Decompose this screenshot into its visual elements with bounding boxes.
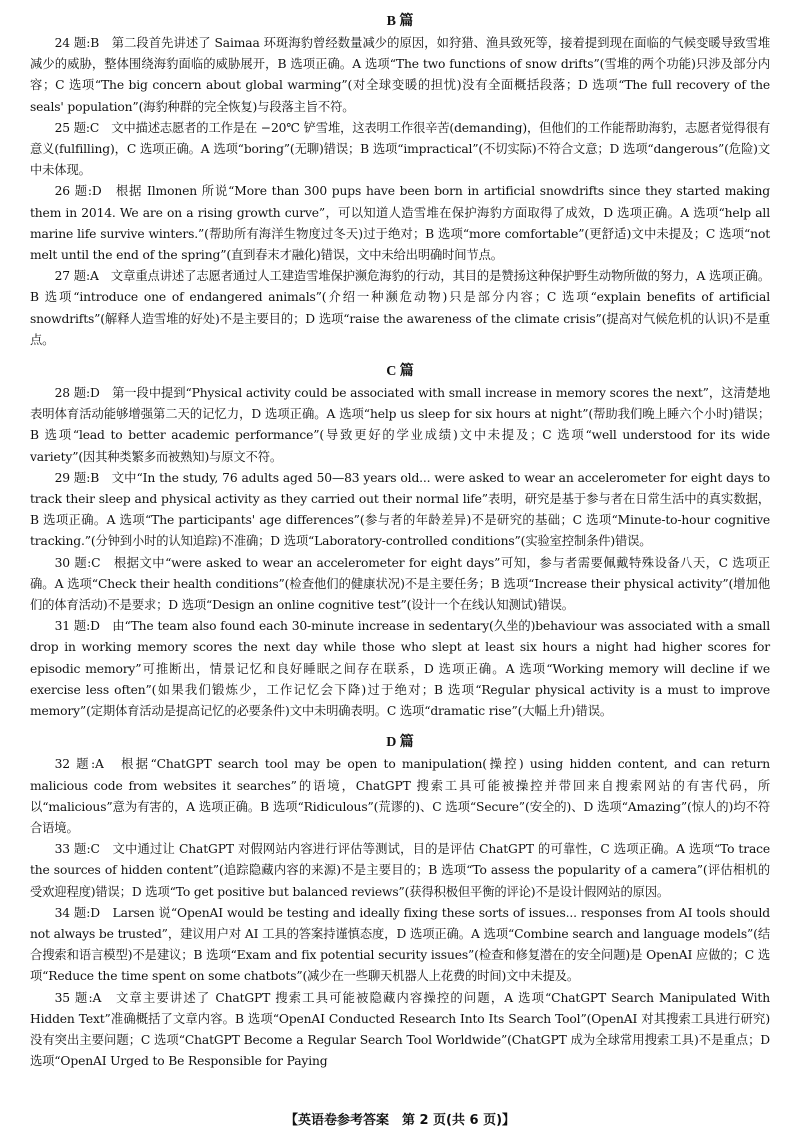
answer-28: 28 题:D 第一段中提到“Physical activity could be associated with small increase in memory scores the next”，这清楚地表明体育活动能够增强第二天的记忆力，D 选项正确。A 选项“help us sleep for six hours at night”(帮助我们晚上睡六个小时)错误；B 选项“lead to better academic performance”(导致更好的学业成绩)文中未提及；C 选项“well understood for its wide variety”(因其种类繁多而被熟知)与原文不符。 [30,386,770,464]
section-d [30,731,770,1072]
answer-32: 32 题:A 根据“ChatGPT search tool may be open to manipulation(操控) using hidden content, and can return malicious code from websites it searches”的语境，ChatGPT 搜索工具可能被操控并带回来自搜索网站的有害代码，所以“malicious”意为有害的，A 选项正确。B 选项“Ridiculous”(荒谬的)、C 选项“Secure”(安全的)、D 选项“Amazing”(惊人的)均不符合语境。 [30,757,770,835]
answer-34: 34 题:D Larsen 说“OpenAI would be testing and ideally fixing these sorts of issues... responses from AI tools should not always be trusted”，建议用户对 AI 工具的答案持谨慎态度，D 选项正确。A 选项“Combine search and language models”(结合搜索和语言模型)不是建议；B 选项“Exam and fix potential security issues”(检查和修复潜在的安全问题)是 OpenAI 应做的；C 选项“Reduce the time spent on some chatbots”(减少在一些聊天机器人上花费的时间)文中未提及。 [30,905,770,984]
section-title: D 篇 [386,735,414,751]
page-footer: 【英语卷参考答案 第 2 页(共 6 页)】 [284,1113,516,1128]
answer-33: 33 题:C 文中通过让 ChatGPT 对假网站内容进行评估等测试，目的是评估 ChatGPT 的可靠性，C 选项正确。A 选项“To trace the sources of hidden content”(追踪隐藏内容的来源)不是主要目的；B 选项“To assess the popularity of a camera”(评估相机的受欢迎程度)错误；D 选项“To get positive but balanced reviews”(获得积极但平衡的评论)不是设计假网站的原因。 [30,842,770,899]
section-b [30,10,770,351]
section-c [30,360,770,722]
section-title: B 篇 [386,14,414,29]
answer-29: 29 题:B 文中“In the study, 76 adults aged 50—83 years old... were asked to wear an accelerometer for eight days to track their sleep and physical activity as they carried out their normal life”表明，研究是基于参与者在日常生活中的真实数据，B 选项正确。A 选项“The participants' age differences”(参与者的年龄差异)不是研究的基础；C 选项“Minute-to-hour cognitive tracking.”(分钟到小时的认知追踪)不准确；D 选项“Laboratory-controlled conditions”(实验室控制条件)错误。 [30,470,770,549]
answer-26: 26 题:D 根据 Ilmonen 所说“More than 300 pups have been born in artificial snowdrifts since they started making them in 2014. We are on a rising growth curve”，可以知道人造雪堆在保护海豹方面取得了成效，D 选项正确。A 选项“help all marine life survive winters.”(帮助所有海洋生物度过冬天)过于绝对；B 选项“more comfortable”(更舒适)文中未提及；C 选项“not melt until the end of the spring”(直到春末才融化)错误，文中未给出明确时间节点。 [30,184,770,263]
answer-35: 35 题:A 文章主要讲述了 ChatGPT 搜索工具可能被隐藏内容操控的问题，A 选项“ChatGPT Search Manipulated With Hidden Text”准确概括了文章内容。B 选项“OpenAI Conducted Research Into Its Search Tool”(OpenAI 对其搜索工具进行研究)没有突出主要问题；C 选项“ChatGPT Become a Regular Search Tool Worldwide”(ChatGPT 成为全球常用搜索工具)不是重点；D 选项“OpenAI Urged to Be Responsible for Paying [30,990,770,1069]
answer-page [30,8,770,1136]
answer-25: 25 题:C 文中描述志愿者的工作是在 −20℃ 铲雪堆，这表明工作很辛苦(demanding)，但他们的工作能帮助海豹，志愿者觉得很有意义(fulfilling)，C 选项正确。A 选项“boring”(无聊)错误；B 选项“impractical”(不切实际)不符合文意；D 选项“dangerous”(危险)文中未体现。 [30,120,770,178]
answer-31: 31 题:D 由“The team also found each 30-minute increase in sedentary(久坐的)behaviour was associated with a small drop in working memory scores the next day while those who slept at least six hours a night had higher scores for episodic memory”可推断出，情景记忆和良好睡眠之间存在联系，D 选项正确。A 选项“Working memory will decline if we exercise less often”(如果我们锻炼少，工作记忆会下降)过于绝对；B 选项“Regular physical activity is a must to improve memory”(定期体育活动是提高记忆的必要条件)文中未明确表明。C 选项“dramatic rise”(大幅上升)错误。 [30,619,770,719]
answer-27: 27 题:A 文章重点讲述了志愿者通过人工建造雪堆保护濒危海豹的行动，其目的是赞扬这种保护野生动物所做的努力，A 选项正确。B 选项“introduce one of endangered animals”(介绍一种濒危动物)只是部分内容；C 选项“explain benefits of artificial snowdrifts”(解释人造雪堆的好处)不是主要目的；D 选项“raise the awareness of the climate crisis”(提高对气候危机的认识)不是重点。 [30,269,770,347]
section-title: C 篇 [386,364,414,380]
answer-24: 24 题:B 第二段首先讲述了 Saimaa 环斑海豹曾经数量减少的原因，如狩猎、渔具致死等，接着提到现在面临的气候变暖导致雪堆减少的威胁，整体围绕海豹面临的威胁展开，B 选项正确。A 选项“The two functions of snow drifts”(雪堆的两个功能)只涉及部分内容；C 选项“The big concern about global warming”(对全球变暖的担忧)没有全面概括段落；D 选项“The full recovery of the seals' population”(海豹种群的完全恢复)与段落主旨不符。 [30,36,770,114]
answer-30: 30 题:C 根据文中“were asked to wear an accelerometer for eight days”可知，参与者需要佩戴特殊设备八天，C 选项正确。A 选项“Check their health conditions”(检查他们的健康状况)不是主要任务；B 选项“Increase their physical activity”(增加他们的体育活动)不是要求；D 选项“Design an online cognitive test”(设计一个在线认知测试)错误。 [30,555,770,613]
